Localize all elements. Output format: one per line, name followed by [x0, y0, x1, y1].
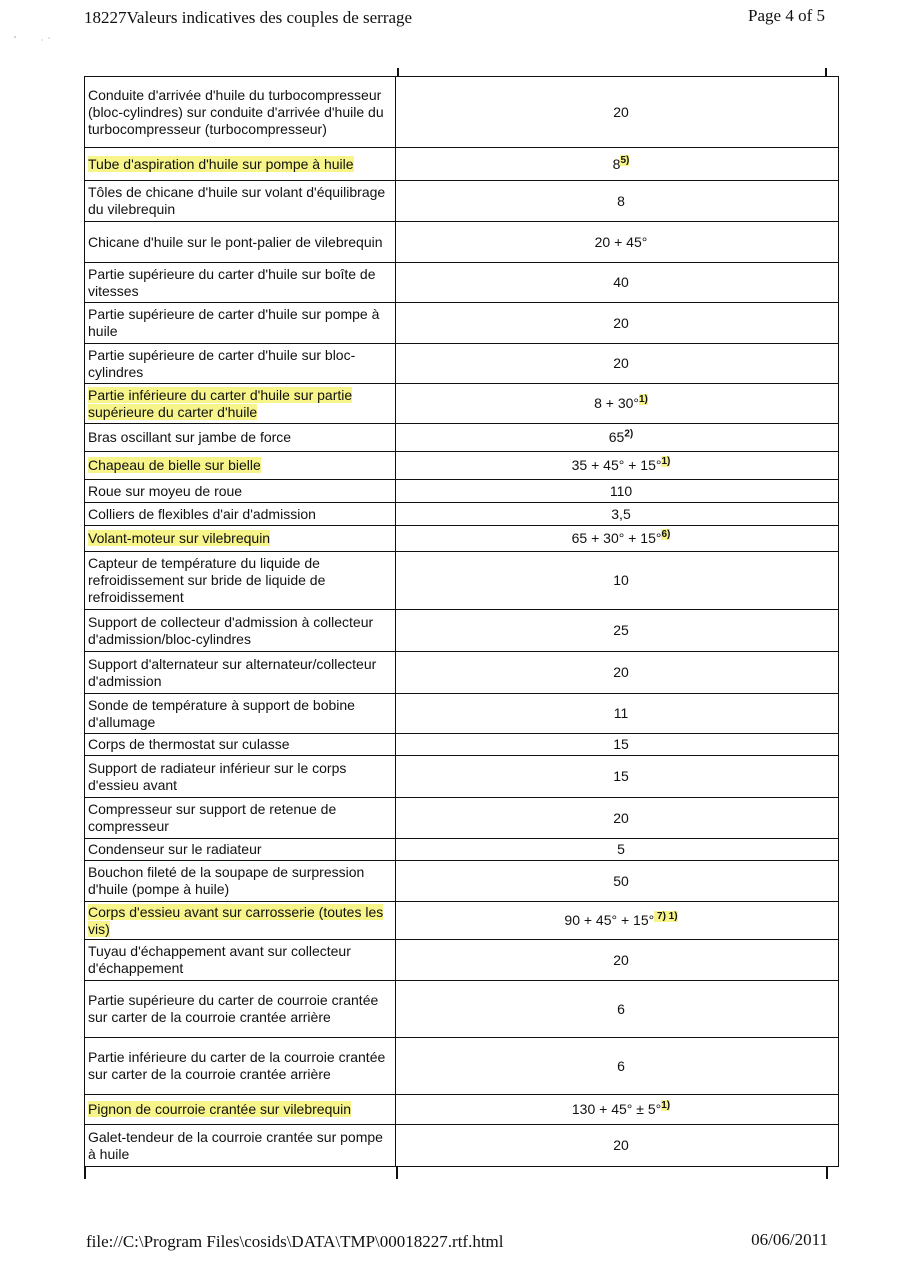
torque-value-cell: [396, 424, 839, 452]
table-bottom-border: [84, 1167, 828, 1179]
component-label: Support de radiateur inférieur sur le corps d'essieu avant: [88, 759, 347, 793]
table-row: [85, 424, 839, 452]
torque-value-cell: [396, 526, 839, 552]
component-label: Partie inférieure du carter d'huile sur partie supérieure du carter d'huile: [88, 386, 353, 420]
component-label: Corps d'essieu avant sur carrosserie (toutes les vis): [88, 903, 384, 937]
component-label: Chapeau de bielle sur bielle: [88, 457, 261, 473]
table-row: [85, 861, 839, 902]
torque-value: 5: [617, 841, 625, 857]
torque-value: 90 + 45° + 15°: [564, 912, 655, 928]
torque-value: 20: [613, 103, 629, 120]
component-label: Conduite d'arrivée d'huile du turbocompresseur (bloc-cylindres) sur conduite d'arrivée d'huile du turbocompresseur (turbocompresseur): [88, 86, 384, 137]
component-name: [85, 861, 396, 902]
torque-value: 65 + 30° + 15°: [571, 530, 662, 546]
component-name: [85, 839, 396, 861]
torque-value-cell: [396, 861, 839, 902]
table-top-border: [84, 68, 828, 76]
table-row: [85, 222, 839, 263]
component-name: [85, 384, 396, 424]
component-label: Partie supérieure de carter d'huile sur pompe à huile: [88, 306, 380, 339]
table-row: [85, 610, 839, 652]
table-row: [85, 1095, 839, 1125]
component-label: Roue sur moyeu de roue: [88, 482, 243, 499]
table-row: [85, 503, 839, 526]
component-name: [85, 1038, 396, 1095]
footnote-marker: 1): [661, 1100, 671, 1112]
file-path: file://C:\Program Files\cosids\DATA\TMP\00018227.rtf.html: [86, 1232, 504, 1251]
component-label: Galet-tendeur de la courroie crantée sur pompe à huile: [88, 1128, 383, 1162]
table-row: [85, 756, 839, 798]
torque-value: 20: [613, 1137, 629, 1153]
torque-table-section: [84, 68, 828, 1179]
torque-value: 50: [613, 872, 629, 889]
scan-dust-marks: [12, 34, 52, 44]
torque-value: 20: [613, 951, 629, 968]
table-row: [85, 940, 839, 981]
component-label: Tube d'aspiration d'huile sur pompe à huile: [88, 155, 354, 172]
component-name: [85, 756, 396, 798]
table-row: [85, 303, 839, 344]
footnote-marker: 7) 1): [654, 911, 678, 923]
torque-table: [84, 76, 839, 1167]
table-row: [85, 652, 839, 694]
table-row: [85, 552, 839, 610]
component-label: Compresseur sur support de retenue de compresseur: [88, 801, 337, 834]
torque-value-cell: [396, 384, 839, 424]
component-label: Support de collecteur d'admission à collecteur d'admission/bloc-cylindres: [88, 613, 374, 647]
torque-value-cell: [396, 1095, 839, 1125]
table-row: [85, 981, 839, 1038]
torque-value-cell: [396, 1125, 839, 1167]
component-label: Partie inférieure du carter de la courroie crantée sur carter de la courroie crantée arrière: [88, 1049, 386, 1082]
torque-value-cell: [396, 77, 839, 148]
component-name: [85, 222, 396, 263]
component-name: [85, 503, 396, 526]
component-name: [85, 940, 396, 981]
torque-value-cell: [396, 734, 839, 756]
component-name: [85, 480, 396, 503]
print-date: 06/06/2011: [751, 1230, 828, 1249]
torque-value: 20: [613, 355, 629, 371]
table-row: [85, 384, 839, 424]
component-name: [85, 1125, 396, 1167]
torque-value: 130 + 45° ± 5°: [571, 1101, 662, 1117]
component-label: Bras oscillant sur jambe de force: [88, 429, 292, 445]
component-label: Partie supérieure du carter d'huile sur boîte de vitesses: [88, 265, 376, 299]
component-name: [85, 1095, 396, 1125]
table-row: [85, 1125, 839, 1167]
component-label: Support d'alternateur sur alternateur/collecteur d'admission: [88, 655, 377, 689]
component-label: Condenseur sur le radiateur: [88, 841, 262, 857]
component-name: [85, 424, 396, 452]
torque-value-cell: [396, 981, 839, 1038]
torque-value: 20: [613, 314, 629, 331]
torque-value-cell: [396, 552, 839, 610]
component-name: [85, 902, 396, 940]
component-name: [85, 452, 396, 480]
component-label: Tuyau d'échappement avant sur collecteur d'échappement: [88, 943, 351, 976]
component-name: [85, 981, 396, 1038]
table-row: [85, 694, 839, 734]
torque-value: 65: [608, 429, 625, 445]
torque-value: 6: [617, 1000, 625, 1017]
torque-value: 20: [613, 664, 629, 680]
torque-value: 15: [613, 736, 629, 752]
torque-value-cell: [396, 303, 839, 344]
torque-value-cell: [396, 798, 839, 839]
torque-value-cell: [396, 652, 839, 694]
page-number: Page 4 of 5: [748, 6, 825, 25]
torque-value-cell: [396, 503, 839, 526]
torque-value-cell: [396, 222, 839, 263]
table-row: [85, 839, 839, 861]
component-label: Pignon de courroie crantée sur vilebrequin: [88, 1101, 352, 1117]
torque-value-cell: [396, 839, 839, 861]
torque-value: 110: [609, 482, 633, 499]
component-label: Tôles de chicane d'huile sur volant d'équilibrage du vilebrequin: [88, 184, 386, 217]
component-name: [85, 526, 396, 552]
component-label: Volant-moteur sur vilebrequin: [88, 530, 271, 546]
torque-value: 20: [613, 809, 629, 826]
torque-value-cell: [396, 181, 839, 222]
footnote-marker: 2): [624, 428, 634, 440]
component-label: Bouchon fileté de la soupape de surpression d'huile (pompe à huile): [88, 864, 365, 897]
component-name: [85, 77, 396, 148]
footnote-marker: 5): [620, 154, 630, 166]
torque-value-cell: [396, 148, 839, 181]
component-name: [85, 798, 396, 839]
component-name: [85, 181, 396, 222]
component-name: [85, 303, 396, 344]
table-row: [85, 181, 839, 222]
torque-value-cell: [396, 940, 839, 981]
torque-value: 40: [613, 274, 629, 290]
torque-value: 20 + 45°: [594, 233, 648, 250]
table-row: [85, 452, 839, 480]
torque-value: 25: [613, 622, 629, 638]
table-row: [85, 480, 839, 503]
torque-value-cell: [396, 344, 839, 384]
component-name: [85, 263, 396, 303]
table-row: [85, 734, 839, 756]
component-label: Capteur de température du liquide de refroidissement sur bride de liquide de refroidissement: [88, 555, 326, 605]
footnote-marker: 1): [661, 456, 671, 468]
table-row: [85, 1038, 839, 1095]
table-row: [85, 344, 839, 384]
torque-value: 15: [613, 768, 629, 784]
torque-value-cell: [396, 263, 839, 303]
torque-value-cell: [396, 694, 839, 734]
torque-value: 8 + 30°: [594, 395, 639, 411]
footnote-marker: 6): [661, 529, 671, 541]
torque-value-cell: [396, 1038, 839, 1095]
torque-value: 8: [612, 155, 621, 172]
table-row: [85, 77, 839, 148]
torque-value-cell: [396, 452, 839, 480]
component-label: Colliers de flexibles d'air d'admission: [88, 505, 316, 522]
footnote-marker: 1): [639, 394, 648, 406]
component-name: [85, 344, 396, 384]
component-name: [85, 652, 396, 694]
torque-value: 8: [617, 192, 625, 209]
table-row: [85, 263, 839, 303]
torque-value-cell: [396, 756, 839, 798]
table-row: [85, 798, 839, 839]
torque-value-cell: [396, 480, 839, 503]
torque-value: 6: [617, 1057, 625, 1074]
table-row: [85, 902, 839, 940]
component-name: [85, 148, 396, 181]
torque-value: 11: [613, 705, 629, 721]
component-label: Chicane d'huile sur le pont-palier de vilebrequin: [88, 233, 383, 250]
torque-value: 10: [613, 572, 629, 588]
torque-value: 3,5: [611, 505, 631, 522]
document-title: 18227Valeurs indicatives des couples de serrage: [84, 8, 413, 27]
component-name: [85, 610, 396, 652]
torque-value: 35 + 45° + 15°: [571, 457, 662, 473]
table-row: [85, 148, 839, 181]
component-label: Partie supérieure de carter d'huile sur bloc-cylindres: [88, 346, 356, 380]
table-row: [85, 526, 839, 552]
component-label: Sonde de température à support de bobine d'allumage: [88, 696, 355, 730]
component-label: Corps de thermostat sur culasse: [88, 736, 290, 752]
component-name: [85, 734, 396, 756]
torque-value-cell: [396, 902, 839, 940]
component-name: [85, 552, 396, 610]
component-name: [85, 694, 396, 734]
torque-value-cell: [396, 610, 839, 652]
component-label: Partie supérieure du carter de courroie crantée sur carter de la courroie crantée arrière: [88, 992, 379, 1025]
